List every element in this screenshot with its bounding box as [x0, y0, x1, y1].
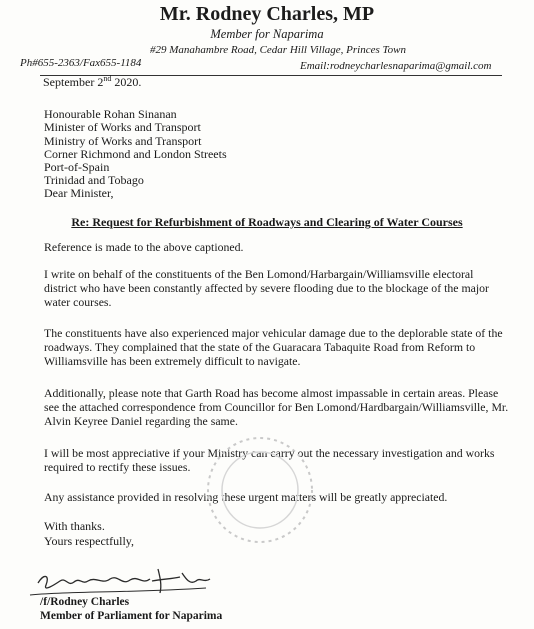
body-paragraph: Reference is made to the above captioned. [44, 240, 244, 254]
recipient-address [44, 108, 227, 188]
subject-line: Re: Request for Refurbishment of Roadways and Clearing of Water Courses [71, 215, 463, 229]
letterhead-subtitle: Member for Naparima [210, 27, 324, 41]
recipient-line: Minister of Works and Transport [44, 120, 201, 135]
signatory-title: Member of Parliament for Naparima [40, 610, 223, 622]
closing-block [44, 519, 134, 548]
closing-thanks: With thanks. [44, 519, 105, 533]
date-ordinal: nd [103, 74, 112, 83]
body-paragraph: I will be most appreciative if your Ministry can carry out the necessary investigation and works required to rectify these issues. [44, 446, 495, 474]
letterhead-phone: Ph#655-2363/Fax655-1184 [20, 57, 142, 69]
recipient-line: Ministry of Works and Transport [44, 133, 202, 148]
recipient-line: Corner Richmond and London Streets [44, 146, 227, 161]
body-paragraph: The constituents have also experienced major vehicular damage due to the deplorable state of the roadways. They complained that the state of the Guaracara Tabaquite Road from Reform to Williamsville has been extremely difficult to navigate. [44, 326, 503, 368]
faded-stamp [200, 430, 320, 550]
body-paragraph: I write on behalf of the constituents of the Ben Lomond/Harbargain/Williamsville electoral district who have been constantly affected by severe flooding due to the blockage of the major water courses. [44, 267, 489, 309]
signatory-name: /f/Rodney Charles [40, 596, 130, 608]
letterhead-name: Mr. Rodney Charles, MP [159, 3, 375, 25]
recipient-line: Honourable Rohan Sinanan [44, 107, 177, 121]
letterhead-email: Email:rodneycharlesnaparima@gmail.com [300, 60, 492, 72]
recipient-line: Port-of-Spain [44, 160, 110, 175]
date-year: 2020. [111, 75, 142, 89]
recipient-line: Trinidad and Tobago [44, 173, 144, 188]
body-paragraph: Additionally, please note that Garth Road has become almost impassable in certain areas. Please see the attached correspondence from Councillor for Ben Lomond/Hardbargain/Williamsville, Mr. Alvin Keyree Daniel regarding the same. [44, 386, 509, 428]
salutation: Dear Minister, [44, 186, 114, 200]
body-paragraph: Any assistance provided in resolving these urgent matters will be greatly appreciated. [44, 490, 448, 504]
letter-date [43, 74, 141, 90]
closing-regards: Yours respectfully, [44, 533, 134, 548]
date-text: September 2 [43, 75, 104, 89]
signatory-block [40, 595, 222, 623]
letterhead-address: #29 Manahambre Road, Cedar Hill Village, Princes Town [150, 44, 406, 56]
